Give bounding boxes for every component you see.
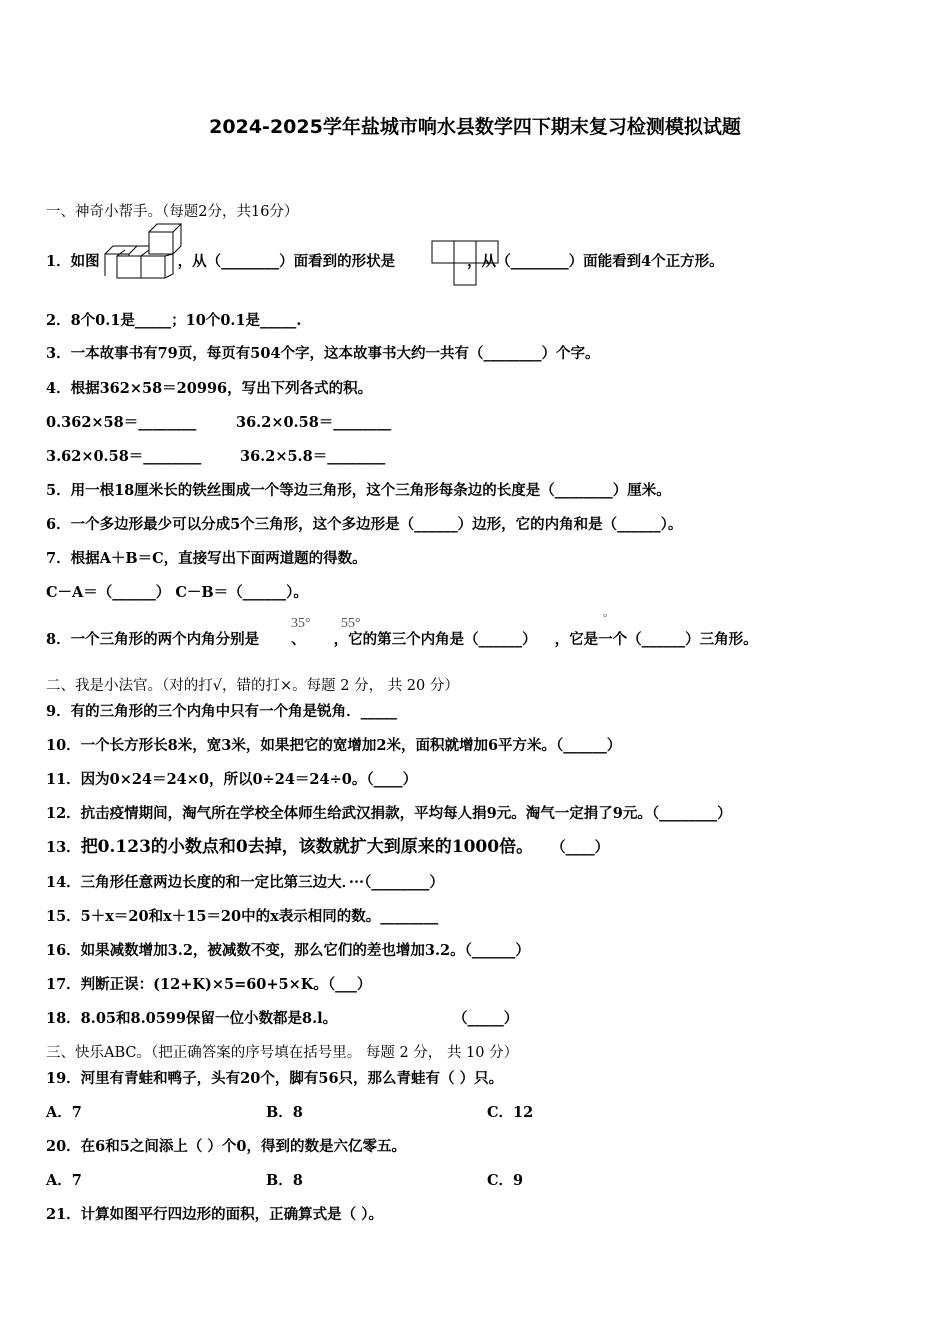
question-10: 10．一个长方形长8米，宽3米，如果把它的宽增加2米，面积就增加6平方米。（______）: [46, 737, 622, 754]
question-12: 12．抗击疫情期间，淘气所在学校全体师生给武汉捐款，平均每人捐9元。淘气一定捐了9元。（________）: [46, 805, 732, 822]
q8-part-c: ，它的第三个内角是（______）: [333, 631, 537, 648]
q13-text: 把0.123的小数点和0去掉，该数就扩大到原来的1000倍。: [80, 837, 534, 857]
angle-55: 55°: [341, 616, 361, 631]
q20-option-a: A．7: [46, 1172, 82, 1189]
question-6: 6．一个多边形最少可以分成5个三角形，这个多边形是（______）边形，它的内角和是（______）。: [46, 516, 683, 533]
question-8: [46, 630, 758, 650]
degree-mark: °: [603, 612, 608, 624]
question-2: 2．8个0.1是_____；10个0.1是_____.: [46, 312, 302, 329]
question-19: 19．河里有青蛙和鸭子，头有20个，脚有56只，那么青蛙有（ ）只。: [46, 1070, 504, 1087]
q7-answer-row: C－A＝（______） C－B＝（______）。: [46, 584, 308, 601]
q13-blank: （____）: [551, 839, 610, 856]
angle-35: 35°: [291, 616, 311, 631]
question-20: 20．在6和5之间添上（ ）个0，得到的数是六亿零五。: [46, 1138, 406, 1155]
question-13: [46, 837, 609, 858]
q4-row-1a: 0.362×58＝________: [46, 414, 197, 431]
question-18: [46, 1009, 337, 1029]
question-15: 15．5＋x＝20和x＋15＝20中的x表示相同的数。________: [46, 908, 439, 925]
question-5: 5．用一根18厘米长的铁丝围成一个等边三角形，这个三角形每条边的长度是（________）厘米。: [46, 482, 671, 499]
q4-row-2b: 36.2×5.8＝________: [240, 448, 386, 465]
front-view-figure: [431, 240, 501, 288]
cube-stack-figure: [103, 222, 183, 286]
section-3-heading: 三、快乐ABC。（把正确答案的序号填在括号里。 每题 2 分， 共 10 分）: [46, 1045, 519, 1061]
section-1-heading: 一、神奇小帮手。（每题2分，共16分）: [46, 204, 299, 220]
q18-text: 18．8.05和8.0599保留一位小数都是8.l。: [46, 1010, 338, 1027]
q19-option-a: A．7: [46, 1104, 82, 1121]
section-2-heading: 二、我是小法官。（对的打√，错的打×。每题 2 分， 共 20 分）: [46, 678, 459, 694]
question-3: 3．一本故事书有79页，每页有504个字，这本故事书大约一共有（________）个字。: [46, 345, 600, 362]
question-16: 16．如果减数增加3.2，被减数不变，那么它们的差也增加3.2。（______）: [46, 942, 530, 959]
question-17: 17．判断正误：(12+K)×5=60+5×K。（___）: [46, 976, 372, 993]
q19-option-b: B．8: [266, 1104, 303, 1121]
q8-part-b: 、: [291, 631, 306, 648]
q20-option-b: B．8: [266, 1172, 303, 1189]
q1-suffix: ，从（________）面能看到4个正方形。: [467, 253, 724, 270]
question-11: 11．因为0×24＝24×0，所以0÷24＝24÷0。（____）: [46, 771, 418, 788]
q20-option-c: C．9: [487, 1172, 524, 1189]
question-4: 4．根据362×58＝20996，写出下列各式的积。: [46, 380, 373, 397]
question-9: 9．有的三角形的三个内角中只有一个角是锐角．_____: [46, 703, 397, 720]
q1-prefix: 1．如图: [46, 253, 100, 270]
q8-part-d: ，它是一个（______）三角形。: [554, 631, 758, 648]
question-7: 7．根据A＋B＝C，直接写出下面两道题的得数。: [46, 550, 367, 567]
q13-number: 13．: [46, 839, 81, 856]
q4-row-1b: 36.2×0.58＝________: [236, 414, 392, 431]
q8-part-a: 8．一个三角形的两个内角分别是: [46, 631, 260, 648]
q1-middle: ，从（________）面看到的形状是: [177, 253, 396, 270]
q19-option-c: C．12: [487, 1104, 534, 1121]
question-14: 14．三角形任意两边长度的和一定比第三边大．···（________）: [46, 874, 444, 891]
q18-blank: （_____）: [453, 1010, 519, 1027]
question-21: 21．计算如图平行四边形的面积，正确算式是（ ）。: [46, 1206, 383, 1223]
q4-row-2a: 3.62×0.58＝________: [46, 448, 202, 465]
page-title: 2024-2025学年盐城市响水县数学四下期末复习检测模拟试题: [209, 116, 741, 138]
